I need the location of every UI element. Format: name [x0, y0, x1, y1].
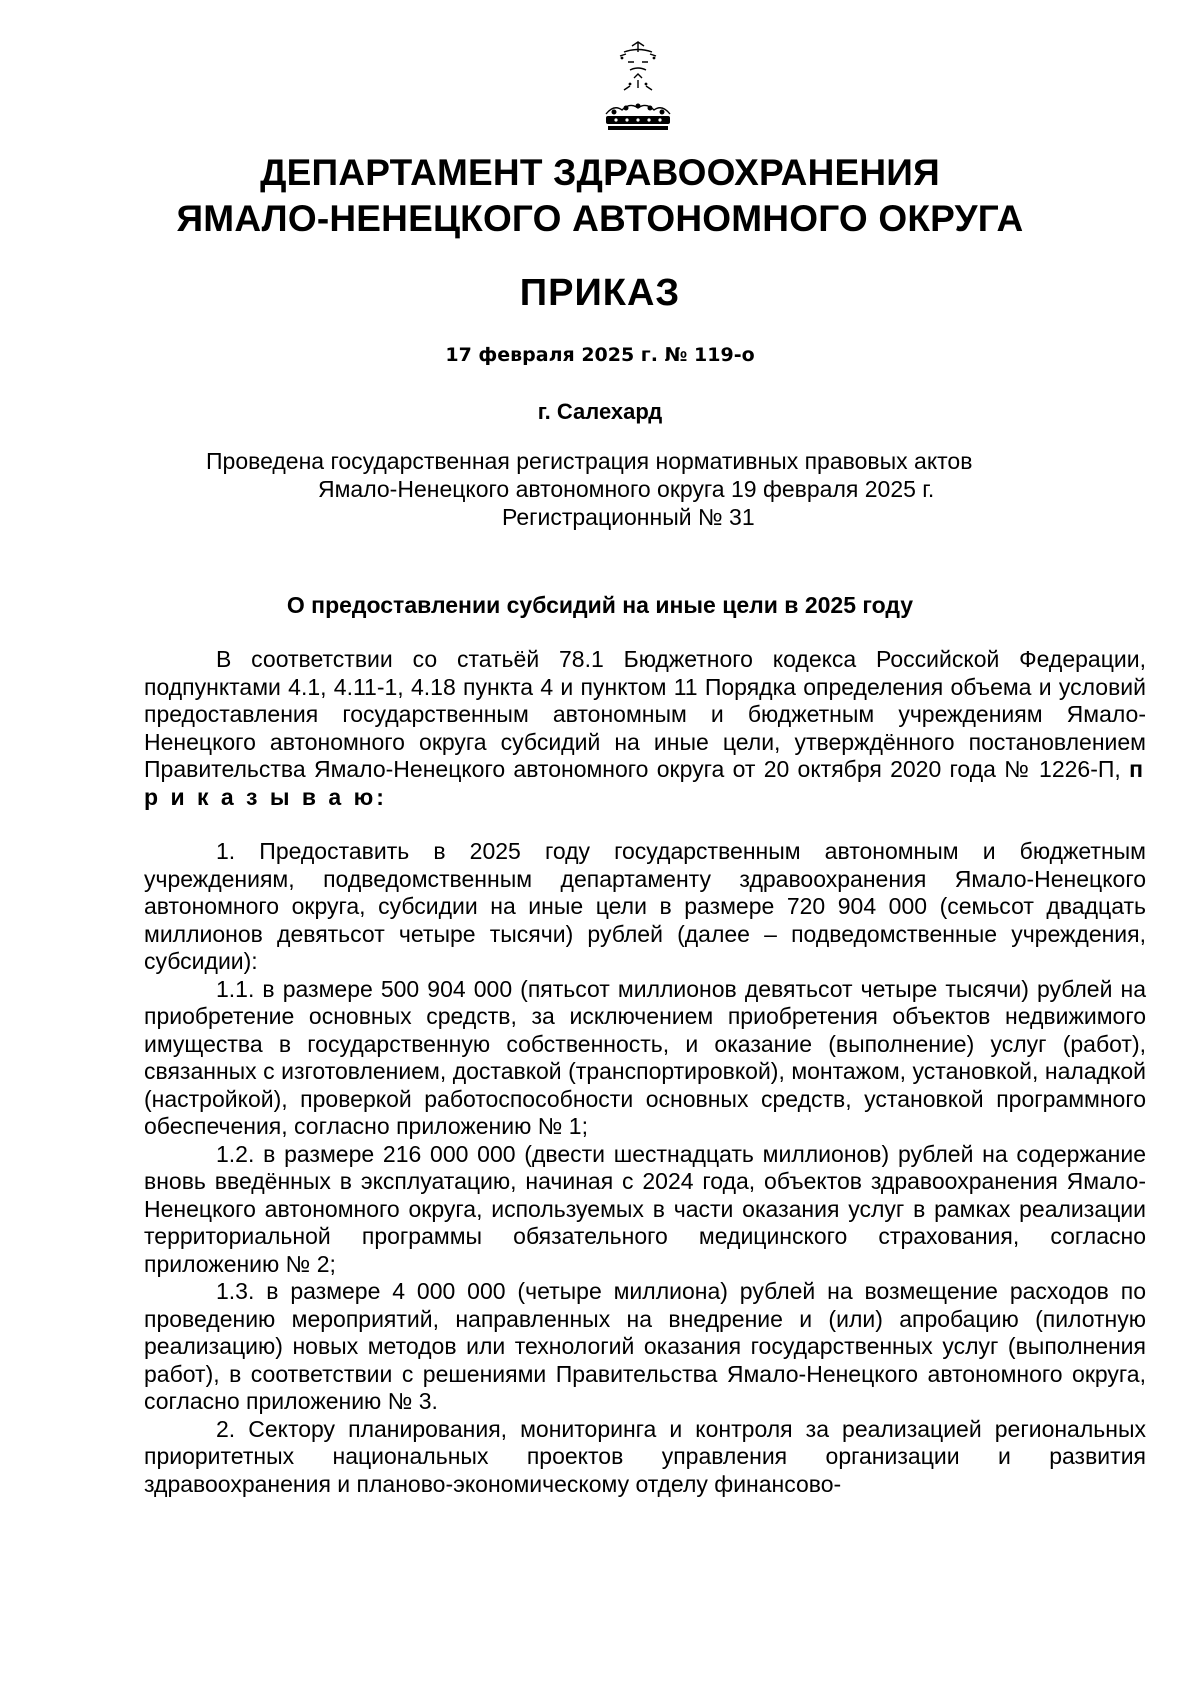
order-verb: п р и к а з ы в а ю: [144, 756, 1146, 810]
registration-line-3: Регистрационный № 31 [502, 504, 755, 530]
item-2: 2. Сектору планирования, мониторинга и контроля за реализацией региональных приоритетных национальных проектов управления организации и развития здравоохранения и планово-экономическому отделу финансово- [144, 1415, 1146, 1497]
department-title-line-1: ДЕПАРТАМЕНТ ЗДРАВООХРАНЕНИЯ [260, 152, 940, 193]
item-1-2: 1.2. в размере 216 000 000 (двести шестнадцать миллионов) рублей на содержание вновь введённых в эксплуатацию, начиная с 2024 года, объектов здравоохранения Ямало-Ненецкого автономного округа, используемых в части оказания услуг в рамках реализации территориальной программы обязательного медицинского страхования, согласно приложению № 2; [144, 1140, 1146, 1277]
preamble-text: В соответствии со статьёй 78.1 Бюджетного кодекса Российской Федерации, подпунктами 4.1, 4.11-1, 4.18 пункта 4 и пунктом 11 Порядка определения объема и условий предоставления государственным автономным и бюджетным учреждениям Ямало-Ненецкого автономного округа субсидий на иные цели, утверждённого постановлением Правительства Ямало-Ненецкого автономного округа от 20 октября 2020 года № 1226-П, [144, 646, 1146, 782]
registration-line-2: Ямало-Ненецкого автономного округа 19 февраля 2025 г. [318, 476, 935, 502]
item-1-1: 1.1. в размере 500 904 000 (пятьсот миллионов девятьсот четыре тысячи) рублей на приобретение основных средств, за исключением приобретения объектов недвижимого имущества в государственную собственность, и оказание (выполнение) услуг (работ), связанных с изготовлением, доставкой (транспортировкой), монтажом, установкой, наладкой (настройкой), проверкой работоспособности основных средств, установкой программного обеспечения, согласно приложению № 1; [144, 975, 1146, 1139]
coat-of-arms-icon [594, 40, 682, 140]
department-title-line-2: ЯМАЛО-НЕНЕЦКОГО АВТОНОМНОГО ОКРУГА [176, 198, 1024, 239]
item-1: 1. Предоставить в 2025 году государственным автономным и бюджетным учреждениям, подведомственным департаменту здравоохранения Ямало-Ненецкого автономного округа, субсидии на иные цели в размере 720 904 000 (семьсот двадцать миллионов девятьсот четыре тысячи) рублей (далее – подведомственные учреждения, субсидии): [144, 838, 1146, 974]
preamble-paragraph [144, 646, 1146, 811]
order-body [144, 646, 1146, 1498]
order-date-number: 17 февраля 2025 г. № 119-о [445, 344, 755, 366]
order-subject: О предоставлении субсидий на иные цели в 2025 году [286, 592, 914, 618]
item-1-3: 1.3. в размере 4 000 000 (четыре миллиона) рублей на возмещение расходов по проведению мероприятий, направленных на внедрение и (или) апробацию (пилотную реализацию) новых методов или технологий оказания государственных услуг (выполнения работ), в соответствии с решениями Правительства Ямало-Ненецкого автономного округа, согласно приложению № 3. [144, 1278, 1146, 1414]
department-title [0, 150, 1200, 242]
document-type-title: ПРИКАЗ [519, 272, 681, 314]
registration-line-1: Проведена государственная регистрация нормативных правовых актов [206, 448, 973, 474]
order-city: г. Салехард [537, 399, 663, 424]
